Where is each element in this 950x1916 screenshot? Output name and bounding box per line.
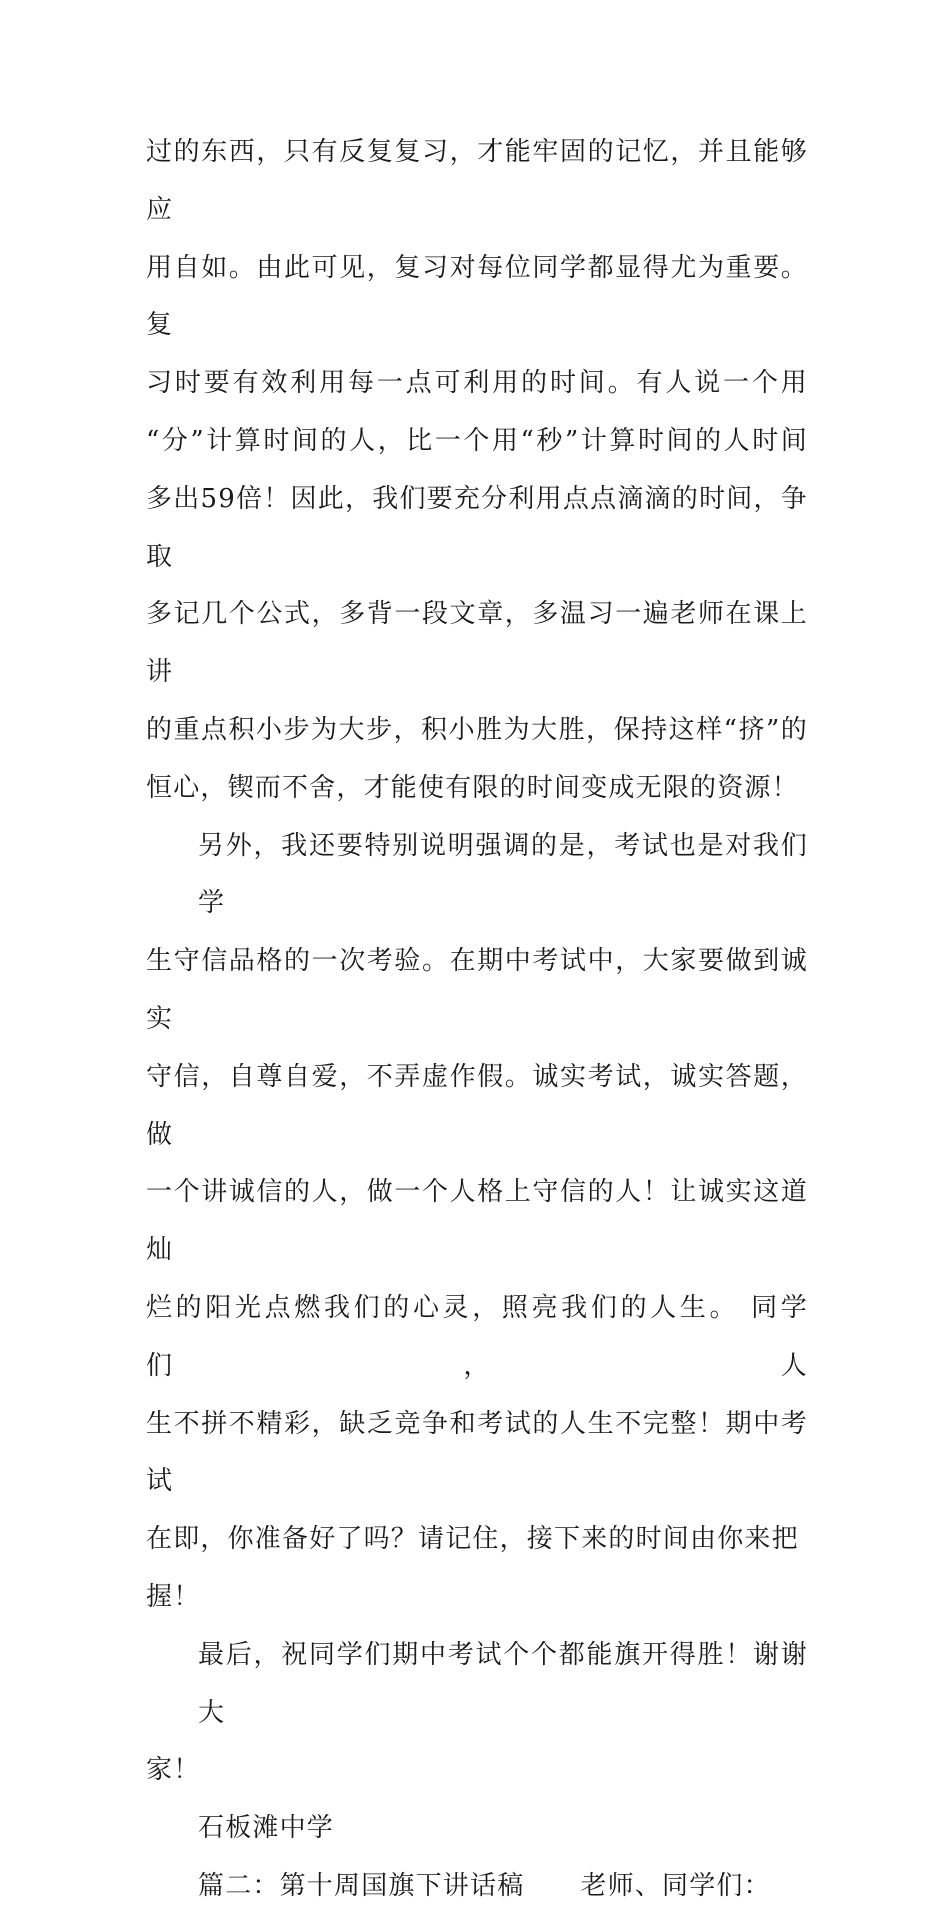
text-line: 用自如。由此可见，复习对每位同学都显得尤为重要。复	[146, 252, 808, 341]
next-article-title: 篇二：第十周国旗下讲话稿	[198, 1870, 525, 1901]
document-body	[146, 124, 808, 1916]
text-line: 恒心，锲而不舍，才能使有限的时间变成无限的资源！	[146, 772, 799, 803]
text-line: 最后，祝同学们期中考试个个都能旗开得胜！谢谢大	[198, 1639, 808, 1728]
paragraph-closing	[146, 1627, 808, 1800]
text-line: 守信，自尊自爱，不弄虚作假。诚实考试，诚实答题，做	[146, 1061, 808, 1150]
text-line: 生守信品格的一次考验。在期中考试中，大家要做到诚实	[146, 946, 808, 1034]
next-article-heading	[146, 1858, 808, 1916]
next-article-greeting: 老师、同学们：	[580, 1870, 771, 1901]
text-line: 的重点积小步为大步，积小胜为大胜，保持这样“挤”的	[146, 714, 808, 745]
text-line: “分”计算时间的人，比一个用“秒”计算时间的人时间	[146, 425, 808, 456]
text-line: 习时要有效利用每一点可利用的时间。有人说一个用	[146, 368, 808, 399]
text-line: 多出59倍！因此，我们要充分利用点点滴滴的时间，争取	[146, 483, 808, 572]
text-line: 多记几个公式，多背一段文章，多温习一遍老师在课上讲	[146, 599, 808, 688]
text-line: 家！	[146, 1755, 201, 1786]
text-line: 在即，你准备好了吗？请记住，接下来的时间由你来把握！	[146, 1524, 799, 1612]
text-line: 烂的阳光点燃我们的心灵，照亮我们的人生。 同学们，人	[146, 1292, 808, 1381]
school-signature: 石板滩中学	[198, 1813, 335, 1844]
paragraph-review-time	[146, 124, 808, 818]
paragraph-honesty	[146, 818, 808, 1627]
text-line: 生不拼不精彩，缺乏竞争和考试的人生不完整！期中考试	[146, 1408, 808, 1497]
text-line: 一个讲诚信的人，做一个人格上守信的人！让诚实这道灿	[146, 1177, 808, 1266]
text-line: 过的东西，只有反复复习，才能牢固的记忆，并且能够应	[146, 137, 808, 225]
text-line: 另外，我还要特别说明强调的是，考试也是对我们学	[198, 830, 808, 919]
